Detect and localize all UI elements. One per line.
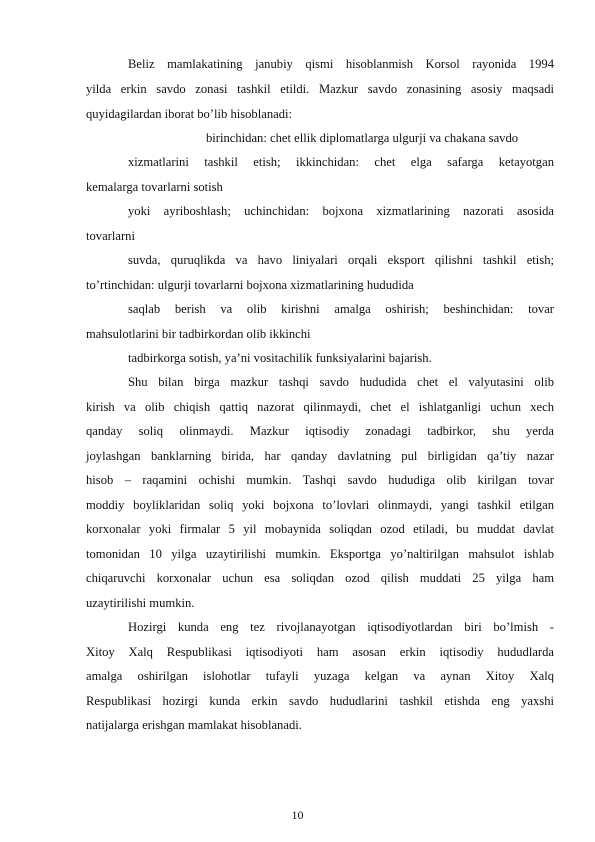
text-line: suvda, quruqlikda va havo liniyalari orqali eksport qilishni tashkil etish;	[128, 253, 554, 267]
text-line: yoki ayriboshlash; uchinchidan: bojxona xizmatlarining nazorati asosida	[128, 204, 554, 218]
text-line: kemalarga tovarlarni sotish	[86, 180, 223, 194]
text-line: natijalarga erishgan mamlakat hisoblanadi.	[86, 718, 302, 732]
text-line: qanday soliq olinmaydi. Mazkur iqtisodiy zonadagi tadbirkor, shu yerda	[86, 424, 554, 438]
text-line: moddiy boyliklaridan soliq yoki bojxona to’lovlari olinmaydi, yangi tashkil etilgan	[86, 498, 554, 512]
text-line: amalga oshirilgan islohotlar tufayli yuzaga kelgan va aynan Xitoy Xalq	[86, 669, 554, 683]
text-line: Beliz mamlakatining janubiy qismi hisoblanmish Korsol rayonida 1994	[128, 57, 554, 71]
text-line: Shu bilan birga mazkur tashqi savdo hududida chet el valyutasini olib	[128, 375, 554, 389]
text-line: joylashgan banklarning birida, har qanday davlatning pul birligidan qa’tiy nazar	[86, 449, 554, 463]
text-line: korxonalar yoki firmalar 5 yil mobaynida soliqdan ozod etiladi, bu muddat davlat	[86, 522, 554, 536]
text-line: tadbirkorga sotish, ya’ni vositachilik funksiyalarini bajarish.	[128, 351, 432, 365]
text-line: mahsulotlarini bir tadbirkordan olib ikkinchi	[86, 327, 311, 341]
text-line: to’rtinchidan: ulgurji tovarlarni bojxona xizmatlarining hududida	[86, 278, 414, 292]
text-line: hisob – raqamini ochishi mumkin. Tashqi savdo hududiga olib kirilgan tovar	[86, 473, 554, 487]
text-line: tovarlarni	[86, 229, 135, 243]
text-line: yilda erkin savdo zonasi tashkil etildi. Mazkur savdo zonasining asosiy maqsadi	[86, 82, 554, 96]
text-line: chiqaruvchi korxonalar uchun esa soliqdan ozod qilish muddati 25 yilga ham	[86, 571, 554, 585]
page-number: 10	[291, 808, 304, 822]
text-line: birinchidan: chet ellik diplomatlarga ulgurji va chakana savdo	[206, 131, 519, 145]
text-line: Xitoy Xalq Respublikasi iqtisodiyoti ham asosan erkin iqtisodiy hududlarda	[86, 645, 554, 659]
text-line: saqlab berish va olib kirishni amalga oshirish; beshinchidan: tovar	[128, 302, 554, 316]
text-line: Respublikasi hozirgi kunda erkin savdo hududlarini tashkil etishda eng yaxshi	[86, 694, 554, 708]
text-line: uzaytirilishi mumkin.	[86, 596, 195, 610]
text-line: xizmatlarini tashkil etish; ikkinchidan: chet elga safarga ketayotgan	[128, 155, 554, 169]
text-line: kirish va olib chiqish qattiq nazorat qilinmaydi, chet el ishlatganligi uchun xech	[86, 400, 554, 414]
text-line: quyidagilardan iborat bo’lib hisoblanadi:	[86, 107, 293, 121]
text-line: tomonidan 10 yilga uzaytirilishi mumkin. Eksportga yo’naltirilgan mahsulot ishlab	[86, 547, 554, 561]
text-line: Hozirgi kunda eng tez rivojlanayotgan iqtisodiyotlardan biri bo’lmish -	[128, 620, 554, 634]
